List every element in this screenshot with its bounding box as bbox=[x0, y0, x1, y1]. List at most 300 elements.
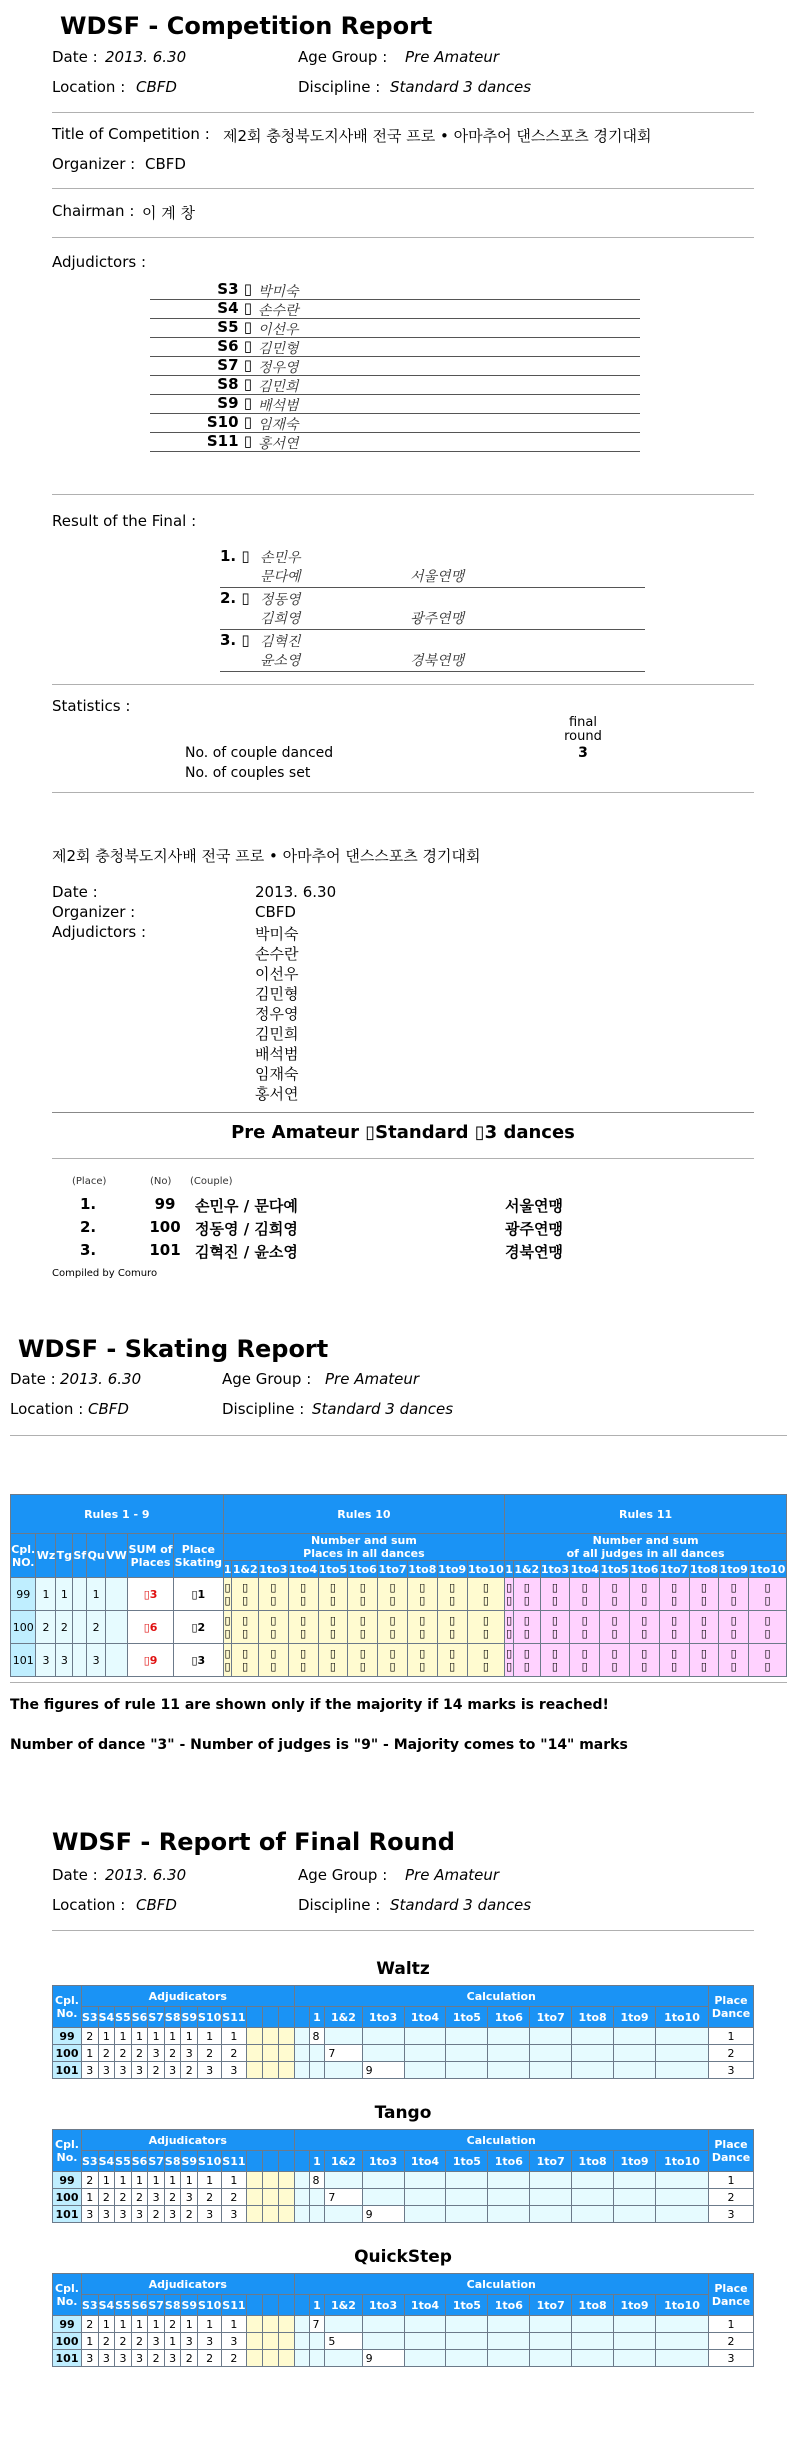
rules-10-subheader: Number and sum Places in all dances bbox=[223, 1534, 505, 1561]
judge-mark-empty bbox=[262, 2333, 278, 2350]
judge-mark: 3 bbox=[222, 2333, 246, 2350]
judge-mark: 2 bbox=[222, 2350, 246, 2367]
judge-mark: 1 bbox=[98, 2172, 115, 2189]
calc-cell bbox=[614, 2189, 656, 2206]
calculation-header: Calculation bbox=[294, 2130, 708, 2151]
calc-cell bbox=[655, 2062, 708, 2079]
calc-col-header: 1to8 bbox=[572, 2007, 614, 2028]
judge-mark: 3 bbox=[98, 2062, 115, 2079]
summary-club: 광주연맹 bbox=[505, 1220, 563, 1238]
judge-mark: 1 bbox=[115, 2172, 132, 2189]
range-col-header: 1to10 bbox=[749, 1562, 786, 1576]
rule-11-cell: ▯ ▯ bbox=[659, 1611, 689, 1644]
adjudicator-name: 박미숙 bbox=[258, 284, 299, 300]
couple-number: 99 bbox=[53, 2172, 82, 2189]
judge-mark-empty bbox=[262, 2028, 278, 2045]
rule-11-cell: ▯ ▯ bbox=[689, 1578, 719, 1611]
dance-place bbox=[105, 1611, 127, 1644]
calc-spacer-cell bbox=[294, 2028, 309, 2045]
fr-location-label: Location : bbox=[52, 1896, 126, 1914]
final-round-table bbox=[52, 2273, 754, 2367]
judge-mark-empty bbox=[278, 2172, 294, 2189]
judge-mark: 2 bbox=[98, 2045, 115, 2062]
place-dance: 2 bbox=[709, 2189, 754, 2206]
result-leader: 정동영 bbox=[260, 592, 301, 608]
judge-mark: 3 bbox=[115, 2062, 132, 2079]
judge-mark: 1 bbox=[164, 2333, 181, 2350]
judge-mark: 2 bbox=[181, 2062, 198, 2079]
rule-11-cell: ▯ ▯ bbox=[659, 1644, 689, 1677]
judge-col-header: S11 bbox=[222, 2007, 246, 2028]
adjudicator-name: 손수란 bbox=[258, 303, 299, 319]
calc-col-header: 1to7 bbox=[530, 2007, 572, 2028]
rule-11-cell: ▯ ▯ bbox=[514, 1611, 541, 1644]
range-col-header: 1&2 bbox=[232, 1562, 258, 1576]
calc-col-header: 1to3 bbox=[362, 2295, 404, 2316]
judge-mark-empty bbox=[262, 2172, 278, 2189]
rule-11-cell: ▯ ▯ bbox=[719, 1611, 749, 1644]
judge-mark-empty bbox=[278, 2316, 294, 2333]
judge-col-header: S6 bbox=[131, 2007, 148, 2028]
compiled-by: Compiled by Comuro bbox=[52, 1268, 158, 1279]
judge-col-header: S7 bbox=[148, 2007, 165, 2028]
calc-cell bbox=[655, 2350, 708, 2367]
calc-col-header: 1to7 bbox=[530, 2151, 572, 2172]
skating-date-label: Date : bbox=[10, 1370, 56, 1388]
summary-organizer-label: Organizer : bbox=[52, 903, 136, 921]
judge-mark: 3 bbox=[164, 2062, 181, 2079]
rule-10-cell: ▯ ▯ bbox=[232, 1578, 259, 1611]
organizer-value: CBFD bbox=[145, 155, 186, 173]
rule-11-cell: ▯ ▯ bbox=[719, 1644, 749, 1677]
judge-mark: 1 bbox=[82, 2189, 99, 2206]
judge-mark: 1 bbox=[222, 2172, 246, 2189]
range-col-header: 1to5 bbox=[318, 1562, 347, 1576]
summary-adjudicator-name: 정우영 bbox=[255, 1005, 299, 1023]
range-col-header: 1to3 bbox=[540, 1562, 569, 1576]
fr-data-row bbox=[53, 2062, 754, 2079]
dance-place: 2 bbox=[56, 1611, 73, 1644]
judge-mark: 1 bbox=[148, 2316, 165, 2333]
judge-mark: 3 bbox=[148, 2189, 165, 2206]
judge-mark-empty bbox=[246, 2062, 262, 2079]
judge-col-header: S10 bbox=[198, 2007, 222, 2028]
chairman-label: Chairman : bbox=[52, 202, 135, 220]
judge-mark: 2 bbox=[131, 2333, 148, 2350]
range-col-header: 1to6 bbox=[348, 1562, 377, 1576]
judge-mark-empty bbox=[246, 2189, 262, 2206]
judge-col-header bbox=[262, 2295, 278, 2316]
rule-11-cell: ▯ ▯ bbox=[629, 1578, 659, 1611]
judge-mark: 2 bbox=[131, 2045, 148, 2062]
discipline-value: Standard 3 dances bbox=[390, 78, 532, 96]
rule-11-cell: ▯ ▯ bbox=[570, 1644, 600, 1677]
calc-cell bbox=[362, 2045, 404, 2062]
judge-mark: 3 bbox=[181, 2045, 198, 2062]
rule-10-cell: ▯ ▯ bbox=[288, 1644, 318, 1677]
range-col-header: 1to4 bbox=[289, 1562, 318, 1576]
range-col-header: 1to9 bbox=[438, 1562, 467, 1576]
adjudicator-code: S8 ▯ bbox=[217, 375, 252, 393]
judge-mark: 2 bbox=[148, 2062, 165, 2079]
adjudicator-name: 정우영 bbox=[258, 360, 299, 376]
calc-cell bbox=[309, 2350, 325, 2367]
calc-spacer-cell bbox=[294, 2206, 309, 2223]
calc-cell bbox=[309, 2206, 325, 2223]
fr-data-row bbox=[53, 2045, 754, 2062]
calc-col-header: 1to4 bbox=[404, 2151, 446, 2172]
judge-col-header bbox=[246, 2151, 262, 2172]
judge-mark-empty bbox=[262, 2350, 278, 2367]
calc-spacer bbox=[294, 2007, 309, 2028]
calc-col-header: 1to5 bbox=[446, 2007, 488, 2028]
adjudicator-code: S9 ▯ bbox=[217, 394, 252, 412]
calc-col-header: 1to6 bbox=[488, 2151, 530, 2172]
judge-mark: 1 bbox=[131, 2028, 148, 2045]
calc-value: 9 bbox=[362, 2350, 404, 2367]
rule-11-cell: ▯ ▯ bbox=[689, 1644, 719, 1677]
dance-place bbox=[73, 1578, 87, 1611]
place-dance: 1 bbox=[709, 2172, 754, 2189]
dance-col-header: Wz bbox=[36, 1534, 56, 1578]
calc-cell bbox=[655, 2206, 708, 2223]
judge-mark: 2 bbox=[115, 2333, 132, 2350]
result-place: 3. ▯ bbox=[220, 631, 250, 649]
skating-data-row bbox=[11, 1644, 787, 1677]
calc-cell bbox=[572, 2333, 614, 2350]
fr-date-label: Date : bbox=[52, 1866, 98, 1884]
adjudicator-name: 배석범 bbox=[258, 398, 299, 414]
summary-competition-name: 제2회 충청북도지사배 전국 프로 • 아마추어 댄스스포츠 경기대회 bbox=[52, 847, 481, 865]
judge-mark-empty bbox=[262, 2206, 278, 2223]
calc-cell bbox=[446, 2350, 488, 2367]
range-col-header: 1to3 bbox=[259, 1562, 288, 1576]
judge-mark: 2 bbox=[198, 2350, 222, 2367]
dance-name: QuickStep bbox=[354, 2247, 452, 2267]
judge-mark: 2 bbox=[222, 2189, 246, 2206]
place-dance-header: Place Dance bbox=[709, 2274, 754, 2316]
couple-number: 99 bbox=[53, 2028, 82, 2045]
summary-number: 99 bbox=[154, 1195, 176, 1213]
calc-col-header: 1to10 bbox=[655, 2151, 708, 2172]
adjudicator-row bbox=[150, 356, 640, 376]
judge-col-header: S10 bbox=[198, 2151, 222, 2172]
dance-place: 3 bbox=[87, 1644, 106, 1677]
rule-10-cell: ▯ ▯ bbox=[348, 1644, 378, 1677]
calc-cell bbox=[572, 2028, 614, 2045]
place-skating: ▯1 bbox=[174, 1578, 224, 1611]
couple-number: 101 bbox=[53, 2062, 82, 2079]
judge-mark: 3 bbox=[222, 2062, 246, 2079]
judge-mark-empty bbox=[278, 2206, 294, 2223]
place-dance-header: Place Dance bbox=[709, 1986, 754, 2028]
judge-mark: 1 bbox=[181, 2028, 198, 2045]
rule-10-cell: ▯ ▯ bbox=[407, 1644, 437, 1677]
range-col-header: 1to7 bbox=[378, 1562, 407, 1576]
sum-of-places: ▯3 bbox=[128, 1578, 174, 1611]
calc-spacer-cell bbox=[294, 2062, 309, 2079]
calc-cell bbox=[404, 2333, 446, 2350]
calc-value: 9 bbox=[362, 2206, 404, 2223]
calc-cell bbox=[572, 2045, 614, 2062]
calc-cell bbox=[404, 2062, 446, 2079]
judge-mark: 1 bbox=[115, 2028, 132, 2045]
calc-cell bbox=[404, 2045, 446, 2062]
col-no-header: (No) bbox=[150, 1176, 172, 1187]
fr-discipline-value: Standard 3 dances bbox=[390, 1896, 532, 1914]
calc-col-header: 1to10 bbox=[655, 2007, 708, 2028]
judge-col-header: S10 bbox=[198, 2295, 222, 2316]
judge-mark: 1 bbox=[148, 2172, 165, 2189]
judge-mark: 3 bbox=[222, 2206, 246, 2223]
cpl-no-header: Cpl. No. bbox=[53, 2274, 82, 2316]
calc-cell bbox=[362, 2028, 404, 2045]
judge-col-header: S11 bbox=[222, 2295, 246, 2316]
adjudicator-name: 김민희 bbox=[258, 379, 299, 395]
divider bbox=[52, 1112, 754, 1113]
calc-value: 9 bbox=[362, 2062, 404, 2079]
judge-mark: 3 bbox=[98, 2350, 115, 2367]
calc-cell bbox=[404, 2350, 446, 2367]
judge-mark-empty bbox=[278, 2350, 294, 2367]
skating-discipline-value: Standard 3 dances bbox=[312, 1400, 454, 1418]
adjudicators-label: Adjudictors : bbox=[52, 253, 146, 271]
judge-mark: 2 bbox=[131, 2189, 148, 2206]
fr-subheader-row bbox=[53, 2295, 754, 2316]
rule-11-cell: ▯ ▯ bbox=[505, 1578, 514, 1611]
couple-number: 100 bbox=[53, 2189, 82, 2206]
rules-11-subheader: Number and sum of all judges in all dances bbox=[505, 1534, 787, 1561]
calc-cell bbox=[572, 2206, 614, 2223]
couple-number: 101 bbox=[53, 2206, 82, 2223]
judge-mark: 1 bbox=[222, 2316, 246, 2333]
calc-col-header: 1to9 bbox=[614, 2007, 656, 2028]
range-col-header: 1to10 bbox=[467, 1562, 504, 1576]
summary-adjudicator-name: 홍서연 bbox=[255, 1085, 299, 1103]
place-skating: ▯3 bbox=[174, 1644, 224, 1677]
calc-cell bbox=[488, 2062, 530, 2079]
adjudicator-name: 이선우 bbox=[258, 322, 299, 338]
judge-col-header bbox=[262, 2151, 278, 2172]
skating-table bbox=[10, 1494, 787, 1677]
rule-10-cell: ▯ ▯ bbox=[223, 1611, 232, 1644]
rule-11-cell: ▯ ▯ bbox=[749, 1611, 787, 1644]
dance-place bbox=[105, 1644, 127, 1677]
dance-place: 3 bbox=[36, 1644, 56, 1677]
title-of-competition-value: 제2회 충청북도지사배 전국 프로 • 아마추어 댄스스포츠 경기대회 bbox=[223, 127, 652, 145]
rule-11-cell: ▯ ▯ bbox=[749, 1644, 787, 1677]
judge-col-header: S5 bbox=[115, 2007, 132, 2028]
result-partner: 윤소영 bbox=[260, 653, 301, 669]
rule-11-cell: ▯ ▯ bbox=[600, 1578, 630, 1611]
calc-cell bbox=[572, 2316, 614, 2333]
skating-title: WDSF - Skating Report bbox=[18, 1335, 329, 1363]
calc-cell bbox=[325, 2206, 362, 2223]
discipline-label: Discipline : bbox=[298, 78, 381, 96]
judge-mark: 3 bbox=[198, 2333, 222, 2350]
judge-col-header bbox=[278, 2151, 294, 2172]
adjudicator-row bbox=[150, 318, 640, 338]
judge-mark: 1 bbox=[98, 2028, 115, 2045]
place-dance: 3 bbox=[709, 2206, 754, 2223]
rule-11-cell: ▯ ▯ bbox=[505, 1644, 514, 1677]
judge-mark: 1 bbox=[98, 2316, 115, 2333]
judge-mark: 2 bbox=[82, 2028, 99, 2045]
calc-cell bbox=[614, 2172, 656, 2189]
chairman-value: 이 계 창 bbox=[142, 204, 196, 222]
final-round-table bbox=[52, 1985, 754, 2079]
calc-cell bbox=[530, 2189, 572, 2206]
dance-place: 1 bbox=[87, 1578, 106, 1611]
calc-col-header: 1&2 bbox=[325, 2007, 362, 2028]
couple-number: 100 bbox=[11, 1611, 36, 1644]
skating-age-value: Pre Amateur bbox=[325, 1370, 420, 1388]
judge-col-header bbox=[246, 2007, 262, 2028]
place-skating: ▯2 bbox=[174, 1611, 224, 1644]
fr-data-row bbox=[53, 2189, 754, 2206]
calc-cell bbox=[655, 2316, 708, 2333]
divider bbox=[10, 1682, 787, 1683]
fr-data-row bbox=[53, 2172, 754, 2189]
judge-mark: 2 bbox=[198, 2045, 222, 2062]
judge-mark-empty bbox=[278, 2333, 294, 2350]
calc-cell bbox=[309, 2045, 325, 2062]
divider bbox=[52, 1158, 754, 1159]
calc-spacer bbox=[294, 2151, 309, 2172]
date-value: 2013. 6.30 bbox=[105, 48, 187, 66]
event-title: Pre Amateur ▯Standard ▯3 dances bbox=[231, 1122, 575, 1143]
rule-10-cell: ▯ ▯ bbox=[288, 1578, 318, 1611]
judge-mark-empty bbox=[246, 2045, 262, 2062]
adjudicators-header: Adjudicators bbox=[82, 1986, 295, 2007]
range-col-header: 1to7 bbox=[660, 1562, 689, 1576]
couple-number: 101 bbox=[53, 2350, 82, 2367]
summary-adjudicators-label: Adjudictors : bbox=[52, 923, 146, 941]
calc-cell bbox=[309, 2062, 325, 2079]
dance-place bbox=[73, 1611, 87, 1644]
rule-11-cell: ▯ ▯ bbox=[514, 1644, 541, 1677]
summary-adjudicator-name: 손수란 bbox=[255, 945, 299, 963]
calc-col-header: 1 bbox=[309, 2295, 325, 2316]
col-place-header: (Place) bbox=[72, 1176, 107, 1187]
calc-col-header: 1to8 bbox=[572, 2151, 614, 2172]
dance-col-header: Tg bbox=[56, 1534, 73, 1578]
summary-number: 100 bbox=[149, 1218, 181, 1236]
calc-col-header: 1to3 bbox=[362, 2007, 404, 2028]
range-col-header: 1 bbox=[223, 1562, 232, 1576]
judge-mark: 1 bbox=[82, 2333, 99, 2350]
judge-mark: 3 bbox=[181, 2189, 198, 2206]
rule-11-cell: ▯ ▯ bbox=[719, 1578, 749, 1611]
judge-mark: 1 bbox=[164, 2172, 181, 2189]
calc-cell bbox=[572, 2189, 614, 2206]
rule-10-cell: ▯ ▯ bbox=[288, 1611, 318, 1644]
judge-col-header: S7 bbox=[148, 2151, 165, 2172]
couple-number: 100 bbox=[53, 2045, 82, 2062]
calc-cell bbox=[488, 2333, 530, 2350]
judge-mark: 2 bbox=[181, 2206, 198, 2223]
adjudicator-name: 김민형 bbox=[258, 341, 299, 357]
calc-spacer-cell bbox=[294, 2172, 309, 2189]
skating-discipline-label: Discipline : bbox=[222, 1400, 305, 1418]
judge-col-header: S8 bbox=[164, 2151, 181, 2172]
judge-col-header: S11 bbox=[222, 2151, 246, 2172]
judge-col-header: S8 bbox=[164, 2007, 181, 2028]
fr-data-row bbox=[53, 2028, 754, 2045]
judge-mark-empty bbox=[246, 2333, 262, 2350]
calc-value: 7 bbox=[325, 2045, 362, 2062]
adjudicator-code: S6 ▯ bbox=[217, 337, 252, 355]
calc-col-header: 1to6 bbox=[488, 2007, 530, 2028]
rule-10-cell: ▯ ▯ bbox=[223, 1644, 232, 1677]
result-leader: 김혁진 bbox=[260, 634, 301, 650]
judge-col-header bbox=[262, 2007, 278, 2028]
calc-cell bbox=[404, 2206, 446, 2223]
calc-cell bbox=[404, 2028, 446, 2045]
rule-10-cell: ▯ ▯ bbox=[232, 1644, 259, 1677]
summary-adjudicator-name: 배석범 bbox=[255, 1045, 299, 1063]
adjudicator-code: S3 ▯ bbox=[217, 280, 252, 298]
judge-mark: 2 bbox=[181, 2350, 198, 2367]
calc-cell bbox=[572, 2062, 614, 2079]
calc-cell bbox=[572, 2350, 614, 2367]
judge-col-header: S3 bbox=[82, 2295, 99, 2316]
fr-data-row bbox=[53, 2333, 754, 2350]
adjudicator-row bbox=[150, 337, 640, 357]
calc-cell bbox=[446, 2206, 488, 2223]
divider bbox=[10, 1435, 787, 1436]
result-partner: 김희영 bbox=[260, 611, 301, 627]
judge-col-header: S3 bbox=[82, 2151, 99, 2172]
rule-10-cell: ▯ ▯ bbox=[378, 1578, 408, 1611]
judge-mark: 3 bbox=[131, 2350, 148, 2367]
calc-cell bbox=[530, 2045, 572, 2062]
dance-place: 3 bbox=[56, 1644, 73, 1677]
judge-mark-empty bbox=[262, 2045, 278, 2062]
judge-mark: 1 bbox=[164, 2028, 181, 2045]
fr-header-row bbox=[53, 2130, 754, 2151]
judge-mark: 1 bbox=[82, 2045, 99, 2062]
calc-col-header: 1to3 bbox=[362, 2151, 404, 2172]
judge-mark-empty bbox=[246, 2206, 262, 2223]
summary-date-label: Date : bbox=[52, 883, 98, 901]
judge-mark-empty bbox=[246, 2028, 262, 2045]
judge-mark: 1 bbox=[198, 2028, 222, 2045]
summary-place: 2. bbox=[80, 1218, 97, 1236]
result-club: 경북연맹 bbox=[410, 653, 465, 669]
judge-col-header bbox=[246, 2295, 262, 2316]
range-col-header: 1to4 bbox=[570, 1562, 599, 1576]
couple-number: 99 bbox=[53, 2316, 82, 2333]
calc-cell bbox=[655, 2045, 708, 2062]
skating-location-value: CBFD bbox=[88, 1400, 129, 1418]
calc-cell bbox=[446, 2028, 488, 2045]
calc-col-header: 1to7 bbox=[530, 2295, 572, 2316]
fr-header-row bbox=[53, 2274, 754, 2295]
rule-11-cell: ▯ ▯ bbox=[540, 1578, 570, 1611]
skating-header-row bbox=[11, 1495, 787, 1534]
final-round-header-line1: final bbox=[568, 715, 597, 730]
fr-data-row bbox=[53, 2316, 754, 2333]
calc-cell bbox=[614, 2045, 656, 2062]
calc-cell bbox=[655, 2172, 708, 2189]
judge-mark-empty bbox=[278, 2062, 294, 2079]
calc-value: 8 bbox=[309, 2172, 325, 2189]
summary-club: 서울연맹 bbox=[505, 1197, 563, 1215]
fr-subheader-row bbox=[53, 2151, 754, 2172]
calc-cell bbox=[614, 2062, 656, 2079]
final-round-header-line2: round bbox=[564, 729, 602, 744]
